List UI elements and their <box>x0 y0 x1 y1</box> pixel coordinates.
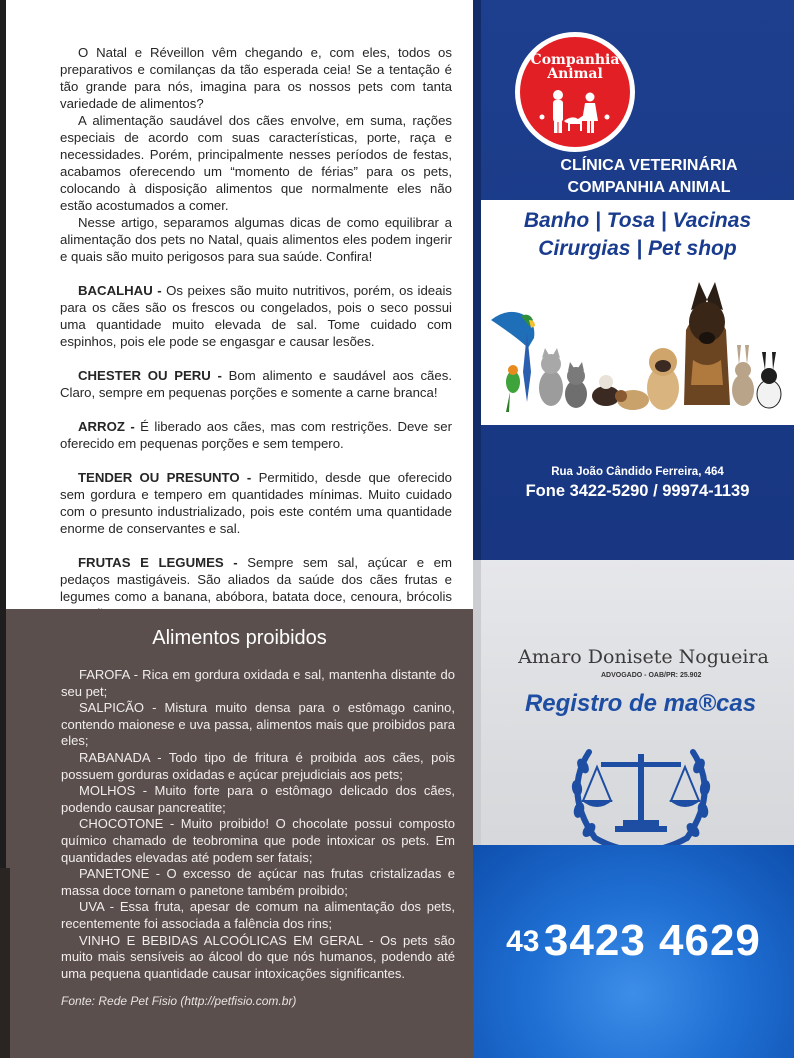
list-item: VINHO E BEBIDAS ALCOÓLICAS EM GERAL - Os pets são muito mais sensíveis ao álcool do que nós humanos, podendo até uma pequena quantidade causar intoxicações significantes. <box>61 932 455 981</box>
food-name: ARROZ - <box>78 419 135 434</box>
food-text: Bom alimento e saudável aos cães. Claro, sempre em pequenas porções e somente a carne branca! <box>60 368 452 400</box>
prohibited-list <box>61 667 455 982</box>
ad-stripe <box>473 0 481 560</box>
food-item-chester <box>60 367 452 401</box>
food-name: FRUTAS E LEGUMES - <box>78 555 238 570</box>
phone-area-code: 43 <box>506 925 540 958</box>
cat-icon <box>539 348 563 406</box>
clinic-title-line: COMPANHIA ANIMAL <box>567 179 731 196</box>
pets-photo <box>481 270 794 425</box>
clinic-logo <box>515 32 635 152</box>
cat-icon <box>565 362 587 408</box>
page-edge <box>0 868 10 1058</box>
food-item-arroz <box>60 418 452 452</box>
food-name: TENDER OU PRESUNTO - <box>78 470 252 485</box>
list-item: CHOCOTONE - Muito proibido! O chocolate possui composto químico chamado de teobromina que pode intoxicar os pets. Em quantidades elevadas até podem ser fatais; <box>61 816 455 865</box>
pug-icon <box>647 348 679 410</box>
clinic-phone: Fone 3422-5290 / 99974-1139 <box>525 482 750 500</box>
list-item: PANETONE - O excesso de açúcar nas frutas cristalizadas e massa doce tornam o panetone também proibido; <box>61 866 455 898</box>
pets-group-icon <box>481 270 794 425</box>
lawyer-name: Amaro Donisete Nogueira <box>518 646 769 668</box>
food-name: CHESTER OU PERU - <box>78 368 222 383</box>
food-text: Permitido, desde que oferecido sem gordura e tempero em quantidades mínimas. Muito cuidado com o presunto industrializado, pois este contém uma quantidade enorme de conservantes e sal. <box>60 470 452 536</box>
list-item: SALPICÃO - Mistura muito densa para o estômago canino, contendo maionese e uva passa, alimentos mais que proibidos para eles; <box>61 700 455 749</box>
rabbit-icon <box>732 345 754 406</box>
food-text: Sempre sem sal, açúcar e em pedaços mastigáveis. São aliados da saúde dos cães frutas e legumes como a banana, abóbora, batata doce, cenoura, brócolis <box>60 555 452 604</box>
lawyer-ad <box>473 560 794 1058</box>
prohibited-foods-box <box>6 609 473 1058</box>
services-line: Cirurgias | Pet shop <box>538 237 737 260</box>
clinic-address: Rua João Cândido Ferreira, 464 <box>551 466 724 478</box>
lawyer-subtitle: ADVOGADO - OAB/PR: 25.902 <box>601 672 702 679</box>
food-item-bacalhau <box>60 282 452 350</box>
phone-number: 3423 4629 <box>543 916 761 965</box>
article-paragraph: Nesse artigo, separamos algumas dicas de como equilibrar a alimentação dos pets no Natal, quais alimentos eles podem ingerir e quais são muito perigosos para sua saúde. Confira! <box>60 215 452 264</box>
service-title: Registro de ma®cas <box>524 690 757 717</box>
food-text: Os peixes são muito nutritivos, porém, os ideais para os cães são os frescos ou congelados, pois o seco possui uma quantidade muito elevada de sal. Tome cuidado com espinhos, pois ele pode se engasgar e causar lesões. <box>60 283 453 349</box>
article-paragraph: O Natal e Réveillon vêm chegando e, com eles, todos os preparativos e comilanças da tão esperada ceia! Se a tentação é tão grande para nós, imagina para os nossos pets com tanta variedade de alimentos? <box>60 45 452 111</box>
rabbit-icon <box>757 352 781 408</box>
prohibited-title: Alimentos proibidos <box>152 627 327 649</box>
clinic-title-line: CLÍNICA VETERINÁRIA <box>560 157 738 174</box>
logo-text: Companhia <box>530 52 620 68</box>
source-citation: Fonte: Rede Pet Fisio (http://petfisio.com.br) <box>61 994 297 1008</box>
guinea-pig-icon <box>615 390 649 410</box>
list-item: MOLHOS - Muito forte para o estômago delicado dos cães, podendo causar pancreatite; <box>61 783 455 815</box>
list-item: RABANADA - Todo tipo de fritura é proibida aos cães, pois possuem gorduras oxidadas e açúcar prejudiciais aos pets; <box>61 749 455 782</box>
article-paragraph: A alimentação saudável dos cães envolve, em suma, rações especiais de acordo com suas características, porte, raça e necessidades. Porém, principalmente nesses períodos de festas, acabamos oferecendo um “momento de férias” para os pets, colocando à disposição alimentos que normalmente eles não estão acostumados a comer. <box>60 113 452 213</box>
food-name: BACALHAU - <box>78 283 162 298</box>
services-box <box>481 200 794 270</box>
scales-of-justice-icon <box>561 732 721 862</box>
logo-badge <box>520 37 630 147</box>
list-item: FAROFA - Rica em gordura oxidada e sal, mantenha distante do seu pet; <box>61 667 455 699</box>
list-item: UVA - Essa fruta, apesar de comum na alimentação dos pets, recentemente foi associada a falência dos rins; <box>61 899 455 931</box>
clinic-title <box>518 155 780 199</box>
lawyer-phone <box>473 916 794 966</box>
people-and-pets-icon <box>520 37 630 147</box>
small-bird-icon <box>506 365 520 412</box>
article-body <box>60 44 452 622</box>
services-line: Banho | Tosa | Vacinas <box>523 209 752 232</box>
food-item-tender <box>60 469 452 537</box>
clinic-ad <box>473 0 794 560</box>
food-text: É liberado aos cães, mas com restrições. Deve ser oferecido em pequenas porções e sem tempero. <box>60 419 452 451</box>
ferret-icon <box>592 375 620 406</box>
logo-text: Animal <box>547 66 603 82</box>
dog-icon <box>684 282 730 405</box>
